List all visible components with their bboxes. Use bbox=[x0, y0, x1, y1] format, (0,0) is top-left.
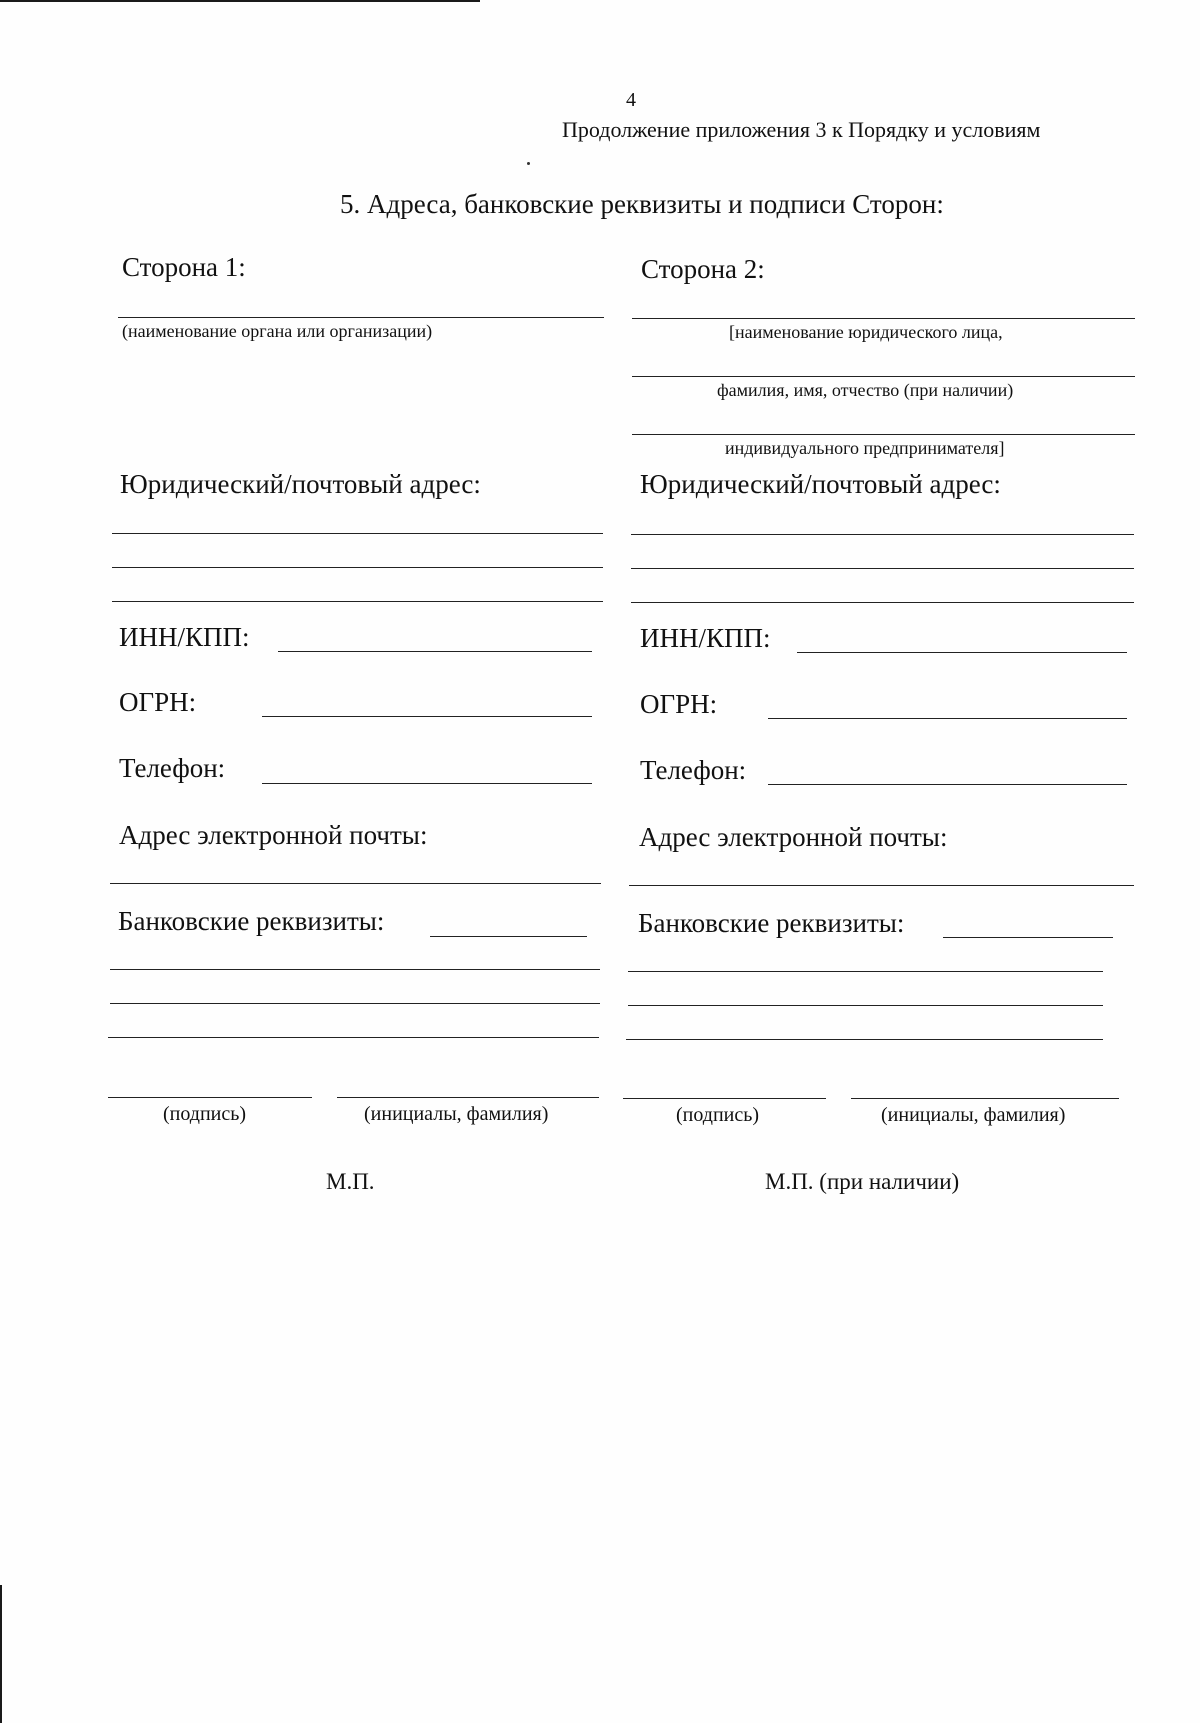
party2-name-line-2 bbox=[632, 376, 1135, 377]
party2-bank-line-1 bbox=[628, 971, 1103, 972]
party1-address-line-3 bbox=[112, 601, 603, 602]
party2-ogrn-label: ОГРН: bbox=[640, 689, 718, 719]
party1-address-line-1 bbox=[112, 533, 603, 534]
party2-name-caption-2: фамилия, имя, отчество (при наличии) bbox=[717, 380, 1014, 400]
party2-phone-line bbox=[768, 784, 1127, 785]
party1-inn-label: ИНН/КПП: bbox=[119, 622, 250, 652]
party1-inn-line bbox=[278, 651, 592, 652]
party1-title: Сторона 1: bbox=[122, 252, 246, 282]
party1-name-line bbox=[118, 317, 604, 318]
party1-bank-line-1 bbox=[110, 969, 600, 970]
party1-bank-line-3 bbox=[108, 1037, 599, 1038]
party2-address-line-1 bbox=[631, 534, 1134, 535]
party2-initials-caption: (инициалы, фамилия) bbox=[881, 1104, 1066, 1126]
party2-bank-line-2 bbox=[628, 1005, 1103, 1006]
party2-signature-line bbox=[623, 1098, 826, 1099]
party1-name-caption: (наименование органа или организации) bbox=[122, 321, 433, 341]
scan-left-edge-mark bbox=[0, 1585, 2, 1723]
party2-name-caption-1: [наименование юридического лица, bbox=[729, 322, 1003, 342]
party2-address-label: Юридический/почтовый адрес: bbox=[640, 469, 1001, 499]
party2-name-caption-3: индивидуального предпринимателя] bbox=[725, 438, 1005, 458]
party2-email-label: Адрес электронной почты: bbox=[639, 822, 948, 852]
party1-address-label: Юридический/почтовый адрес: bbox=[120, 469, 481, 499]
scan-top-edge-mark bbox=[0, 0, 480, 2]
party1-initials-caption: (инициалы, фамилия) bbox=[364, 1103, 549, 1125]
section-title: 5. Адреса, банковские реквизиты и подписи Сторон: bbox=[340, 189, 944, 219]
party1-ogrn-line bbox=[262, 716, 592, 717]
scan-dust-dot bbox=[527, 162, 530, 165]
party2-initials-line bbox=[851, 1098, 1119, 1099]
party2-address-line-3 bbox=[631, 602, 1134, 603]
party1-bank-line-2 bbox=[110, 1003, 600, 1004]
party2-inn-label: ИНН/КПП: bbox=[640, 623, 771, 653]
party1-email-label: Адрес электронной почты: bbox=[119, 820, 428, 850]
party1-email-line bbox=[110, 883, 601, 884]
party2-name-line-1 bbox=[632, 318, 1135, 319]
party2-bank-line-3 bbox=[626, 1039, 1103, 1040]
party1-signature-line bbox=[108, 1097, 312, 1098]
party2-phone-label: Телефон: bbox=[640, 755, 747, 785]
header-note: Продолжение приложения 3 к Порядку и условиям bbox=[562, 117, 1041, 142]
party2-bank-label: Банковские реквизиты: bbox=[638, 908, 905, 938]
party2-email-line bbox=[629, 885, 1134, 886]
party1-phone-label: Телефон: bbox=[119, 753, 226, 783]
party1-signature-caption: (подпись) bbox=[163, 1103, 247, 1125]
party1-address-line-2 bbox=[112, 567, 603, 568]
party2-title: Сторона 2: bbox=[641, 254, 765, 284]
party2-signature-caption: (подпись) bbox=[676, 1104, 760, 1126]
page-number: 4 bbox=[626, 89, 636, 111]
party2-address-line-2 bbox=[631, 568, 1134, 569]
party1-phone-line bbox=[262, 783, 592, 784]
party2-ogrn-line bbox=[768, 718, 1127, 719]
party2-name-line-3 bbox=[632, 434, 1135, 435]
party1-ogrn-label: ОГРН: bbox=[119, 687, 197, 717]
party1-initials-line bbox=[337, 1097, 599, 1098]
party1-stamp: М.П. bbox=[326, 1169, 375, 1194]
party2-inn-line bbox=[797, 652, 1127, 653]
party2-stamp: М.П. (при наличии) bbox=[765, 1169, 960, 1194]
party2-bank-line-inline bbox=[943, 937, 1113, 938]
party1-bank-line-inline bbox=[430, 936, 587, 937]
party1-bank-label: Банковские реквизиты: bbox=[118, 906, 385, 936]
